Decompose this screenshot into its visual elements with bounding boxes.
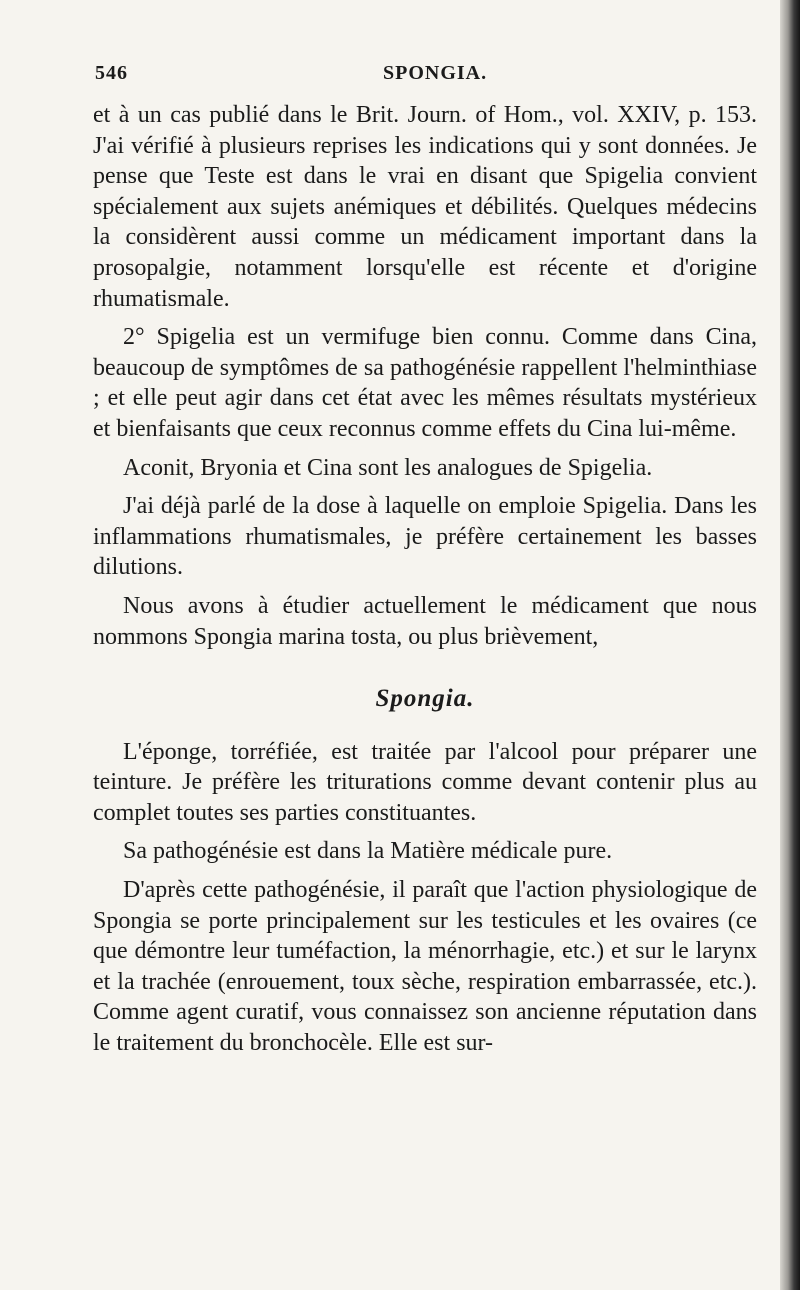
paragraph-3: Aconit, Bryonia et Cina sont les analogues de Spigelia. [123,454,653,481]
page-header [95,62,755,92]
section-title: Spongia. [375,685,475,713]
running-title: SPONGIA. [383,62,488,84]
paragraph-7: Sa pathogénésie est dans la Matière médicale pure. [123,838,613,865]
paragraph-1: et à un cas publié dans le Brit. Journ. of Hom., vol. XXIV, p. 153. J'ai vérifié à plusieurs reprises les indications qui y sont données. Je pense que Teste est dans le vrai en disant que Spigelia convient spécialement aux sujets anémiques et débilités. Quelques médecins la considèrent aussi comme un médicament important dans la prosopalgie, notamment lorsqu'elle est récente et d'origine rhumatismale. [93,102,757,312]
paragraph-5: Nous avons à étudier actuellement le médicament que nous nommons Spongia marina tosta, ou plus brièvement, [93,592,757,650]
paragraph-8: D'après cette pathogénésie, il paraît que l'action physiologique de Spongia se porte principalement sur les testicules et les ovaires (ce que démontre leur tuméfaction, la ménorrhagie, etc.) et sur le larynx et la trachée (enrouement, toux sèche, respiration embarrassée, etc.). Comme agent curatif, vous connaissez son ancienne réputation dans le traitement du bronchocèle. Elle est sur- [93,877,757,1057]
paragraph-4: J'ai déjà parlé de la dose à laquelle on emploie Spigelia. Dans les inflammations rhumatismales, je préfère certainement les basses dilutions. [93,493,757,581]
paragraph-6: L'éponge, torréfiée, est traitée par l'alcool pour préparer une teinture. Je préfère les triturations comme devant contenir plus au complet toutes ses parties constituantes. [93,738,757,826]
paragraph-2: 2° Spigelia est un vermifuge bien connu. Comme dans Cina, beaucoup de symptômes de sa pathogénésie rappellent l'helminthiase ; et elle peut agir dans cet état avec les mêmes résultats mystérieux et bienfaisants que ceux reconnus comme effets du Cina lui-même. [93,324,757,442]
body-text [93,100,757,1059]
page-binding-edge [780,0,800,1290]
page-number: 546 [95,62,128,84]
